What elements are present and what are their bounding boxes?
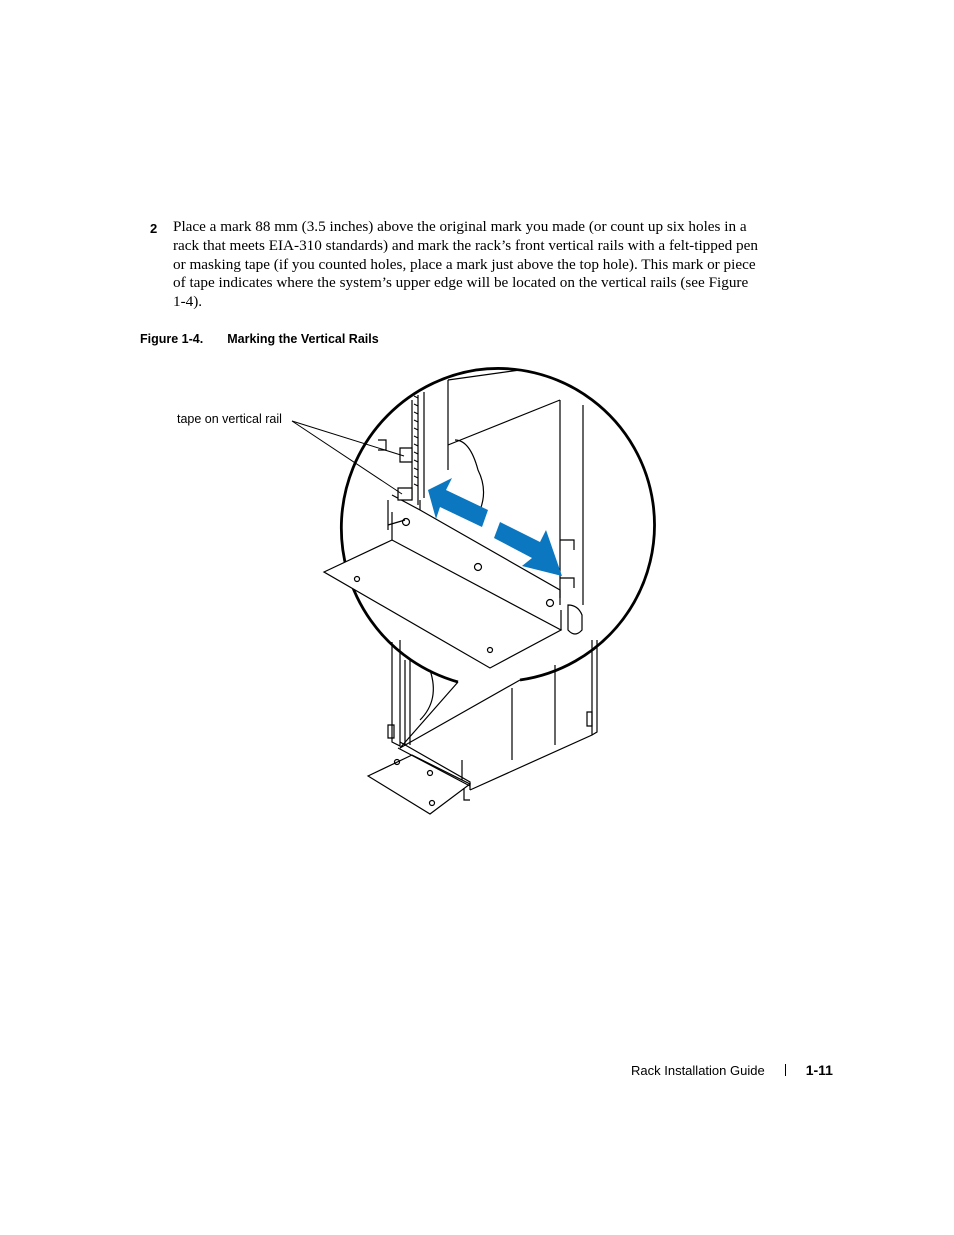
step-number: 2 (150, 221, 158, 236)
figure-title: Marking the Vertical Rails (227, 332, 379, 346)
right-arrow (494, 522, 562, 576)
direction-arrows (428, 478, 562, 576)
page-number: 1-11 (805, 1062, 833, 1078)
page-footer (631, 1062, 833, 1078)
step-text: Place a mark 88 mm (3.5 inches) above the original mark you made (or count up six holes in a rack that meets EIA-310 standards) and mark the rack’s front vertical rails with a felt-tipped pen or masking tape (if you counted holes, place a mark just above the top hole). This mark or piece of tape indicates where the system’s upper edge will be located on the vertical rails (see Figure 1-4). (173, 218, 758, 311)
figure-number: Figure 1-4. (140, 332, 204, 346)
callout-label: tape on vertical rail (177, 412, 282, 426)
footer-divider (785, 1064, 786, 1076)
guide-title: Rack Installation Guide (631, 1063, 765, 1078)
